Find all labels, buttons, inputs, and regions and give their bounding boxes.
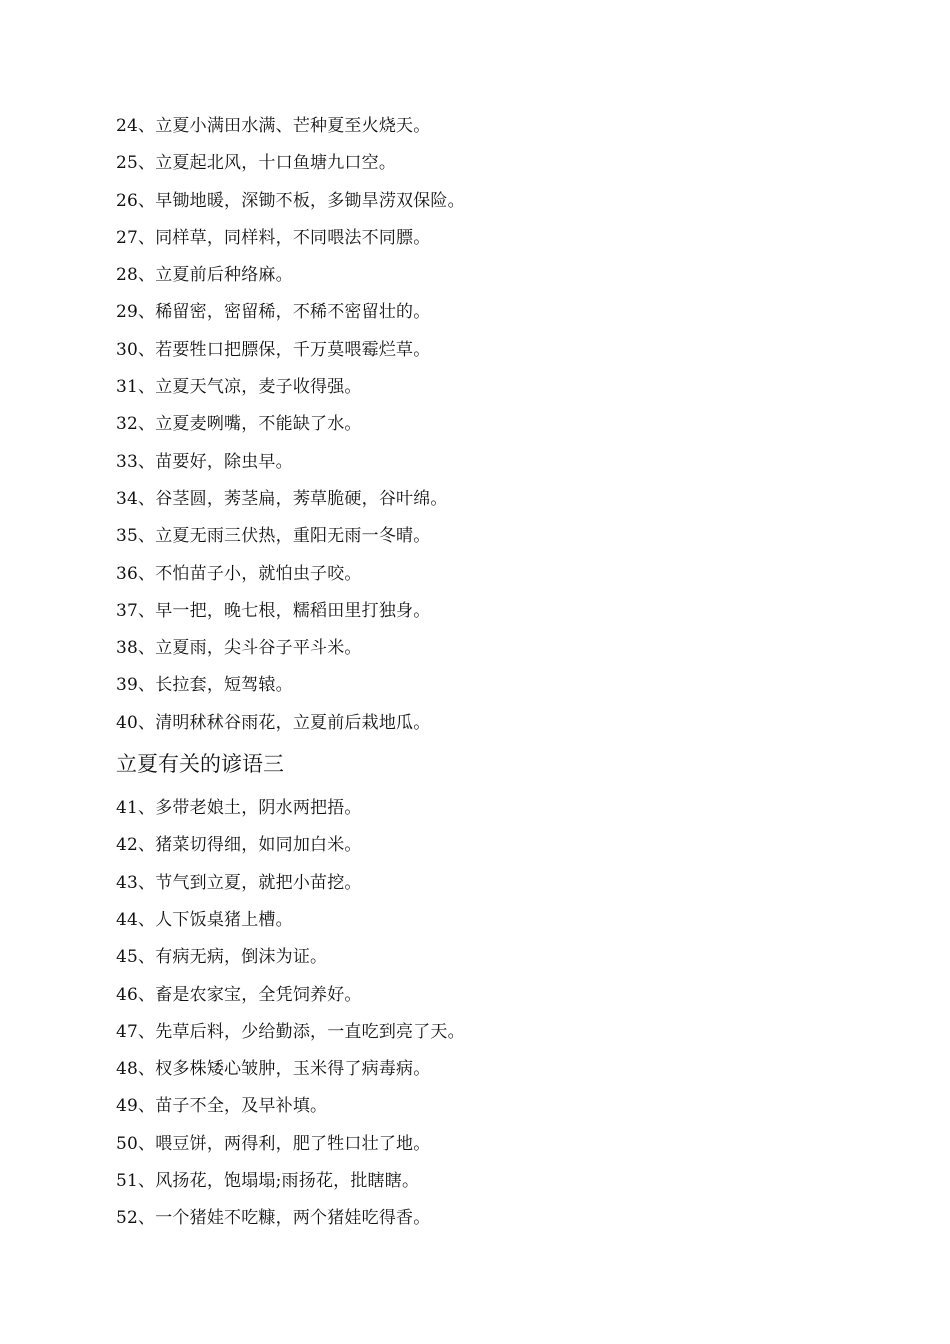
list-item: 32、立夏麦咧嘴，不能缺了水。 <box>116 414 362 435</box>
list-item: 24、立夏小满田水满、芒种夏至火烧天。 <box>116 116 431 136</box>
list-item: 38、立夏雨，尖斗谷子平斗米。 <box>116 638 362 659</box>
list-item: 30、若要牲口把膘保，千万莫喂霉烂草。 <box>116 339 431 360</box>
list-item: 48、杈多株矮心皱肿，玉米得了病毒病。 <box>116 1059 431 1080</box>
list-item: 25、立夏起北风，十口鱼塘九口空。 <box>116 153 397 174</box>
list-item: 52、一个猪娃不吃糠，两个猪娃吃得香。 <box>116 1208 431 1229</box>
list-item: 51、风扬花，饱塌塌;雨扬花，批瞎瞎。 <box>116 1171 420 1192</box>
list-item: 41、多带老娘土，阴水两把捂。 <box>116 798 362 819</box>
list-item: 37、早一把，晚七根，糯稻田里打独身。 <box>116 600 431 621</box>
list-item: 33、苗要好，除虫早。 <box>116 451 293 472</box>
list-item: 43、节气到立夏，就把小苗挖。 <box>116 872 362 893</box>
list-item: 50、喂豆饼，两得利，肥了牲口壮了地。 <box>116 1133 431 1154</box>
document-body <box>116 108 856 1238</box>
list-item: 36、不怕苗子小，就怕虫子咬。 <box>116 563 362 584</box>
list-item: 42、猪菜切得细，如同加白米。 <box>116 835 362 856</box>
list-item: 34、谷茎圆，莠茎扁，莠草脆硬，谷叶绵。 <box>116 488 448 509</box>
list-item: 44、人下饭桌猪上槽。 <box>116 909 293 930</box>
list-item: 35、立夏无雨三伏热，重阳无雨一冬晴。 <box>116 526 431 547</box>
list-item: 47、先草后料，少给勤添，一直吃到亮了天。 <box>116 1021 465 1042</box>
list-item: 45、有病无病，倒沫为证。 <box>116 947 328 968</box>
list-item: 46、畜是农家宝，全凭饲养好。 <box>116 984 362 1005</box>
proverb-list-section-3 <box>116 790 856 1238</box>
list-item: 28、立夏前后种络麻。 <box>116 265 293 286</box>
proverb-list-section-2 <box>116 108 856 742</box>
list-item: 26、早锄地暖，深锄不板，多锄旱涝双保险。 <box>116 190 465 211</box>
list-item: 29、稀留密，密留稀，不稀不密留壮的。 <box>116 302 431 323</box>
section-heading: 立夏有关的谚语三 <box>116 752 284 777</box>
list-item: 40、清明秫秫谷雨花，立夏前后栽地瓜。 <box>116 712 431 733</box>
list-item: 31、立夏天气凉，麦子收得强。 <box>116 377 362 398</box>
list-item: 49、苗子不全，及早补填。 <box>116 1096 328 1117</box>
list-item: 39、长拉套，短驾辕。 <box>116 675 293 696</box>
list-item: 27、同样草，同样料，不同喂法不同膘。 <box>116 227 431 248</box>
